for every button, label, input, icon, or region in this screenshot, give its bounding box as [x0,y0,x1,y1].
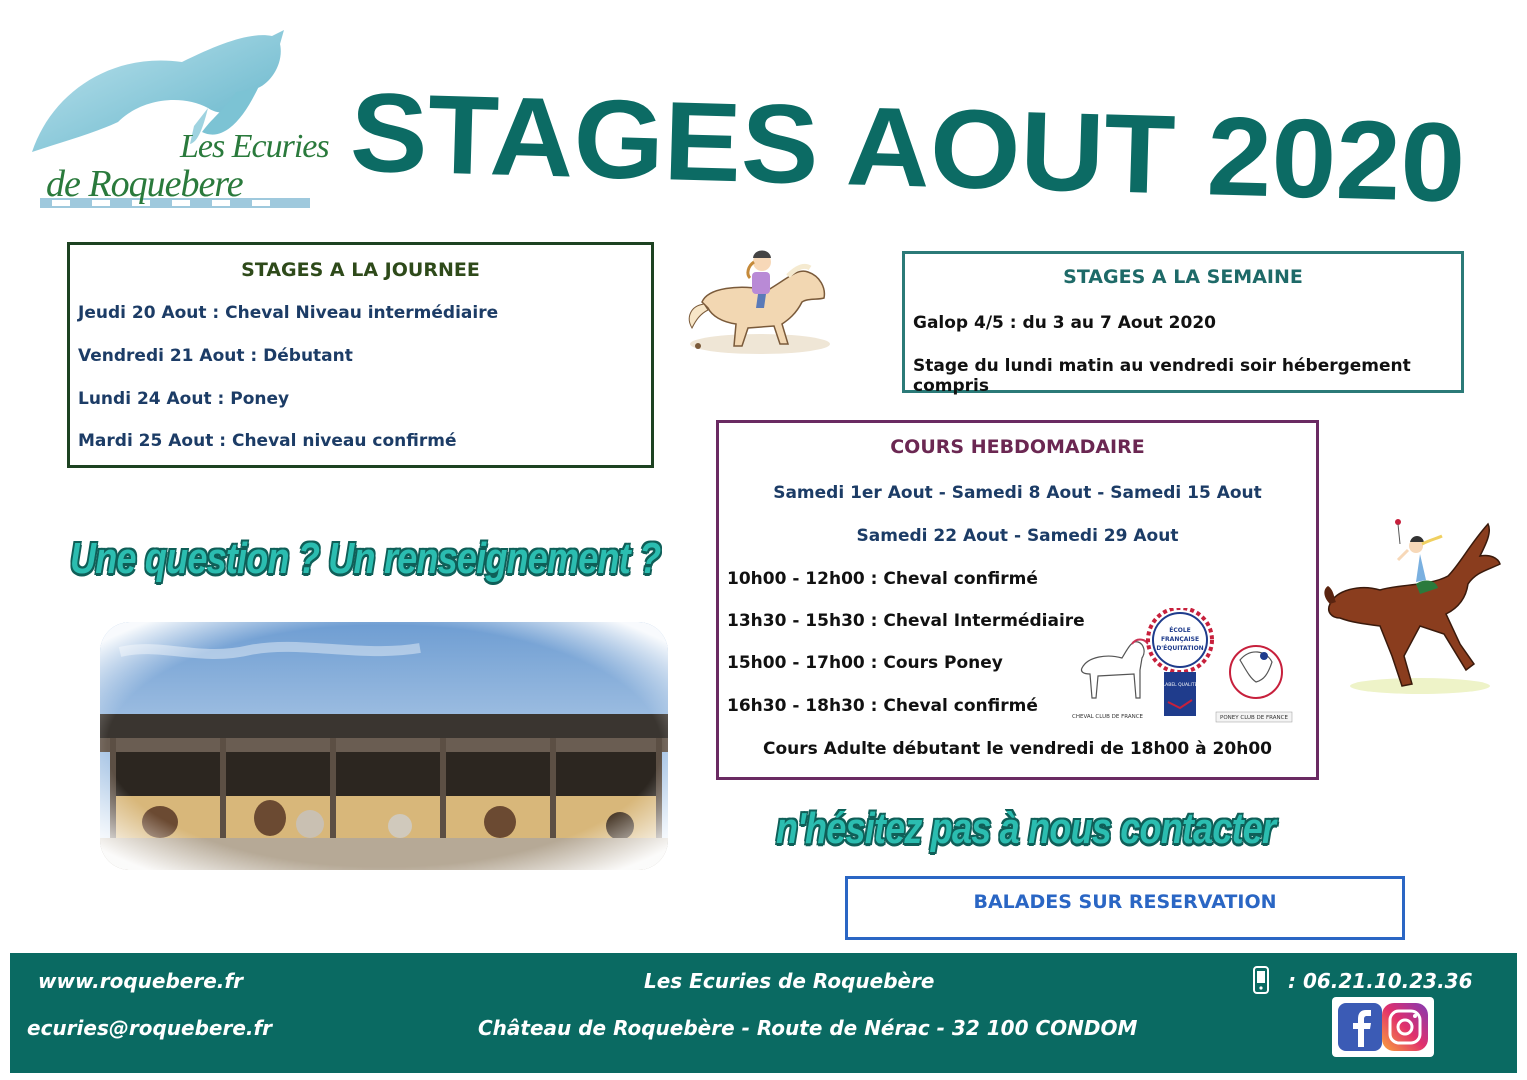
contact-slogan: n'hésitez pas à nous contacter [776,804,1276,853]
cours-adult-line: Cours Adulte débutant le vendredi de 18h00 à 20h00 [763,739,1272,759]
ecole-label-1: ÉCOLE [1169,627,1191,634]
phone-number[interactable]: : 06.21.10.23.36 [1288,969,1473,993]
cours-dates-line: Samedi 1er Aout - Samedi 8 Aout - Samedi 15 Aout [773,483,1262,503]
balades-label: BALADES SUR RESERVATION [973,891,1277,913]
semaine-line: Stage du lundi matin au vendredi soir hébergement compris [913,356,1411,396]
stages-journee-title: STAGES A LA JOURNEE [241,259,480,281]
social-links [1332,997,1434,1057]
balades-box [845,876,1405,940]
semaine-line: Galop 4/5 : du 3 au 7 Aout 2020 [913,313,1216,333]
stable-photo [100,622,668,870]
cheval-club-badge [1072,640,1148,721]
logo-text-line2: de Roquebere [46,163,243,205]
ecole-francaise-badge [1148,608,1212,716]
ecole-label-3: D'ÉQUITATION [1156,645,1204,652]
club-address: Château de Roquebère - Route de Nérac - 32 100 CONDOM [478,1016,1138,1040]
page-title-text: STAGES AOUT 2020 [350,88,1429,218]
cours-schedule-line: 16h30 - 18h30 : Cheval confirmé [727,696,1038,716]
question-slogan: Une question ? Un renseignement ? [70,534,661,583]
poney-club-label: PONEY CLUB DE FRANCE [1220,715,1288,721]
federation-badges [1068,608,1296,724]
cours-schedule-line: 15h00 - 17h00 : Cours Poney [727,653,1003,673]
cours-hebdomadaire-title: COURS HEBDOMADAIRE [890,436,1145,458]
cours-dates-line: Samedi 22 Aout - Samedi 29 Aout [856,526,1179,546]
email-link[interactable]: ecuries@roquebere.fr [27,1016,273,1040]
cours-schedule-line: 10h00 - 12h00 : Cheval confirmé [727,569,1038,589]
poney-club-badge [1216,646,1292,722]
label-qualite: LABEL QUALITÉ [1162,683,1198,688]
cheval-club-label: CHEVAL CLUB DE FRANCE [1072,714,1144,720]
ecole-label-2: FRANÇAISE [1160,636,1200,643]
stages-semaine-title: STAGES A LA SEMAINE [1063,266,1303,288]
journee-line: Vendredi 21 Aout : Débutant [78,346,353,366]
pony-rider-illustration [678,232,838,362]
mobile-phone-icon [1250,965,1272,995]
stages-semaine-box [902,251,1464,396]
facebook-icon[interactable] [1338,1003,1382,1051]
journee-line: Lundi 24 Aout : Poney [78,389,290,409]
club-logo [22,22,332,217]
journee-line: Jeudi 20 Aout : Cheval Niveau intermédiaire [78,303,499,323]
stages-journee-box [67,242,654,468]
instagram-icon[interactable] [1382,1003,1428,1051]
logo-text-line1: Les Ecuries [180,128,329,165]
journee-line: Mardi 25 Aout : Cheval niveau confirmé [78,431,457,451]
cours-hebdomadaire-box [716,420,1319,780]
cours-schedule-line: 13h30 - 15h30 : Cheval Intermédiaire [727,611,1085,631]
contact-footer [10,953,1517,1073]
club-name: Les Ecuries de Roquebère [644,969,935,993]
website-link[interactable]: www.roquebere.fr [38,969,243,993]
page-title [350,88,1480,218]
bucking-horse-illustration [1320,514,1505,704]
